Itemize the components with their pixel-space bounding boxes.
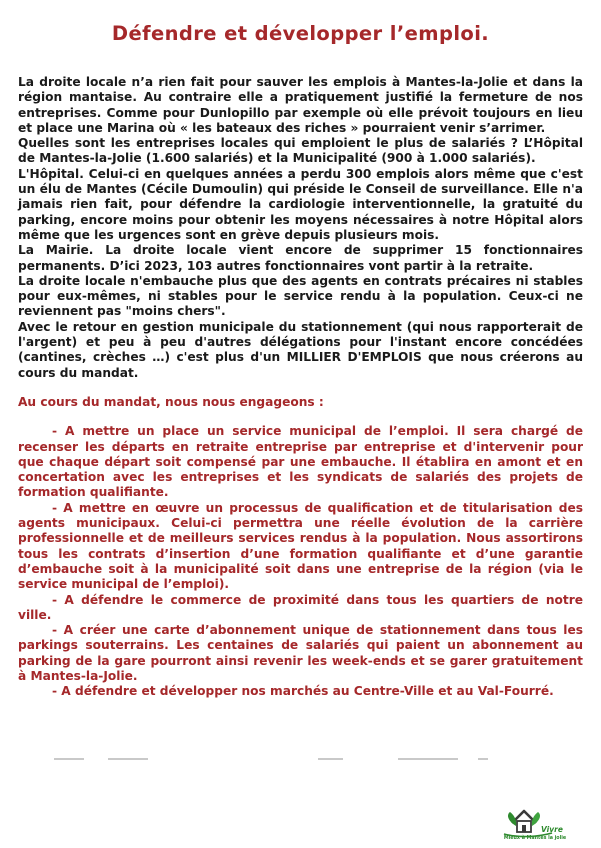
spacer — [18, 410, 583, 424]
paragraph-intro: La droite locale n’a rien fait pour sauver les emplois à Mantes-la-Jolie et dans la région mantaise. Au contraire elle a pratiquement justifié la fermeture de nos entreprises. Comme pour Dunlopillo par exemple où elle prévoit toujours en lieu et place une Marina où « les bateaux des riches » pourraient venir s’arrimer. — [18, 75, 583, 135]
spacer — [18, 381, 583, 395]
logo-word: Vivre — [541, 825, 563, 834]
truncated-text-line — [18, 755, 583, 763]
engagement-heading: Au cours du mandat, nous nous engageons : — [18, 394, 324, 409]
engagement-item: - A défendre le commerce de proximité dans tous les quartiers de notre ville. — [18, 592, 583, 622]
logo-tagline: Mieux à Mantes la jolie — [503, 836, 567, 841]
engagement-item: - A créer une carte d’abonnement unique de stationnement dans tous les parkings souterrains. Les centaines de salariés qui paient un abonnement au parking de la gare pourront ainsi revenir les week-ends et se garer gratuitement à Mantes-la-Jolie. — [18, 623, 583, 683]
engagement-item: - A mettre en œuvre un processus de qualification et de titularisation des agents municipaux. Celui-ci permettra une réelle évolution de la carrière professionnelle et de meilleurs services rendus à la population. Nous assortirons tous les contrats d’insertion d’une formation qualifiante et d’une garantie d’embauche soit à la municipalité soit dans une entreprise de la région (via le service municipal de l’emploi). — [18, 500, 583, 592]
campaign-logo — [502, 803, 568, 845]
paragraph-precarious-contracts: La droite locale n'embauche plus que des agents en contrats précaires ni stables pour eux-mêmes, ni stables pour le service rendu à la population. Ceux-ci ne reviennent pas "moins chers". — [18, 273, 583, 319]
document-title: Défendre et développer l’emploi. — [111, 22, 490, 45]
paragraph-town-hall: La Mairie. La droite locale vient encore de supprimer 15 fonctionnaires permanents. D’ici 2023, 103 autres fonctionnaires vont partir à la retraite. — [18, 243, 583, 273]
paragraph-hospital: L'Hôpital. Celui-ci en quelques années a perdu 300 emplois alors même que c'est un élu de Mantes (Cécile Dumoulin) qui préside le Conseil de surveillance. Elle n'a jamais rien fait, pour défendre la cardiologie interventionnelle, la gratuité du parking, encore moins pour obtenir les moyens nécessaires à notre Hôpital alors même que les urgences sont en grève depuis plusieurs mois. — [18, 166, 583, 242]
document-body — [18, 75, 583, 700]
paragraph-parking-jobs: Avec le retour en gestion municipale du stationnement (qui nous rapporterait de l'argent) et peu à peu d'autres délégations pour l'instant encore concédées (cantines, crèches …) c'est plus d'un MILLIER D'EMPLOIS que nous créerons au cours du mandat. — [18, 319, 583, 380]
engagement-item: - A mettre un place un service municipal de l’emploi. Il sera chargé de recenser les départs en retraite entreprise par entreprise et d'intervenir pour que chaque départ soit compensé par une embauche. Il établira en amont et en concertation avec les entreprises et les syndicats de salariés des projets de formation qualifiante. — [18, 424, 583, 500]
paragraph-employers: Quelles sont les entreprises locales qui emploient le plus de salariés ? L’Hôpital de Mantes-la-Jolie (1.600 salariés) et la Municipalité (900 à 1.000 salariés). — [18, 136, 583, 166]
engagement-item: - A défendre et développer nos marchés au Centre-Ville et au Val-Fourré. — [52, 684, 554, 699]
